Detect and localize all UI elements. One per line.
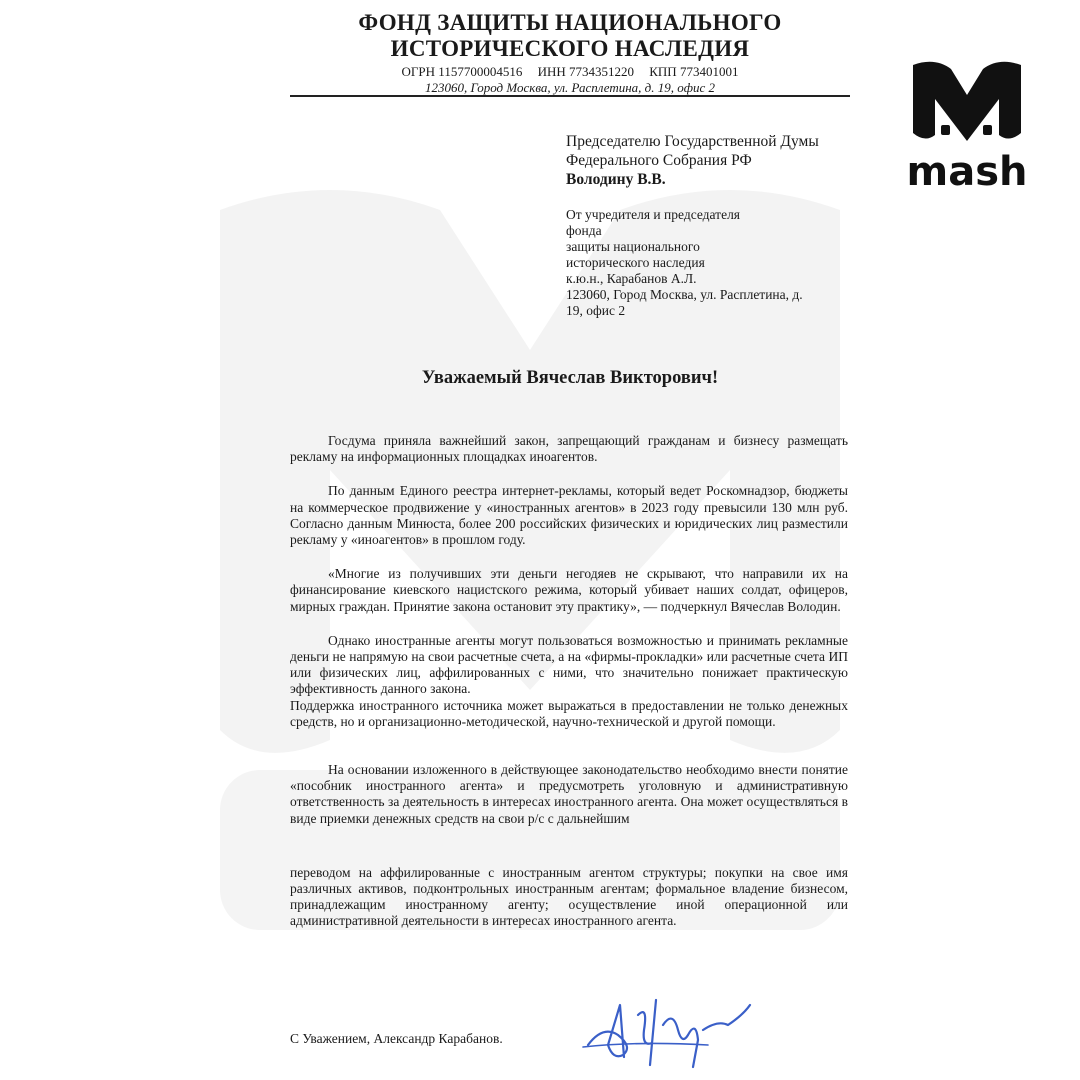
paragraph: На основании изложенного в действующее законодательство необходимо внести понятие «пособник иностранного агента» и предусмотреть уголовную и административную ответственность за деятельность в интересах иностранного агента. Она может осуществляться в виде приемки денежных средств на свои р/с с дальнейшим xyxy=(290,762,848,826)
recipient-line-1: Председателю Государственной Думы xyxy=(566,133,819,150)
inn: ИНН 7734351220 xyxy=(537,64,634,79)
paragraph: «Многие из получивших эти деньги негодяев не скрывают, что направили их на финансирование киевского нацистского режима, который убивает наших солдат, офицеров, мирных граждан. Принятие закона остановит эту практику», — подчеркнул Вячеслав Володин. xyxy=(290,566,848,614)
sender-line: фонда xyxy=(566,223,602,238)
sender-block xyxy=(566,207,841,319)
sender-line: 123060, Город Москва, ул. Расплетина, д. xyxy=(566,287,803,302)
letterhead xyxy=(290,10,850,96)
logo-text: mash xyxy=(906,149,1028,195)
paragraph: Поддержка иностранного источника может выражаться в предоставлении не только денежных средств, но и организационно-методической, научно-технической и другой помощи. xyxy=(290,697,848,729)
letter-body xyxy=(290,433,848,948)
greeting: Уважаемый Вячеслав Викторович! xyxy=(421,368,719,388)
recipient-block xyxy=(566,132,819,189)
paragraph: Госдума приняла важнейший закон, запрещающий гражданам и бизнесу размещать рекламу на информационных площадках иноагентов. xyxy=(290,433,848,465)
sender-line: защиты национального xyxy=(566,239,700,254)
paragraph: По данным Единого реестра интернет-рекламы, который ведет Роскомнадзор, бюджеты на коммерческое продвижение у «иностранных агентов» в 2023 году превысили 130 млн руб. Согласно данным Минюста, более 200 российских физических и юридических лиц разместили рекламу у «иноагентов» в прошлом году. xyxy=(290,483,848,548)
sender-line: 19, офис 2 xyxy=(566,303,626,318)
ogrn: ОГРН 1157700004516 xyxy=(401,64,523,79)
paragraph: переводом на аффилированные с иностранным агентом структуры; покупки на свое имя различных активов, подконтрольных иностранным агентам; формальное владение бизнесом, принадлежащим иностранному агенту; осуществление иной операционной или административной деятельности в интересах иностранного агента. xyxy=(290,864,848,929)
org-address: 123060, Город Москва, ул. Расплетина, д. 19, офис 2 xyxy=(425,80,715,95)
registration-numbers xyxy=(290,64,850,80)
closing-line: С Уважением, Александр Карабанов. xyxy=(290,1031,503,1046)
signature xyxy=(578,985,758,1075)
org-name-line-2: ИСТОРИЧЕСКОГО НАСЛЕДИЯ xyxy=(390,36,750,61)
header-divider xyxy=(290,95,850,97)
sender-line: исторического наследия xyxy=(566,255,705,270)
paragraph: Однако иностранные агенты могут пользоваться возможностью и принимать рекламные деньги не напрямую на свои расчетные счета, а на «фирмы-прокладки» или расчетные счета ИП или физических лиц, аффилированных с ними, что значительно понижает практическую эффективность данного закона. xyxy=(290,632,848,697)
mash-logo xyxy=(905,55,1030,195)
recipient-name: Володину В.В. xyxy=(566,171,666,188)
kpp: КПП 773401001 xyxy=(649,64,739,79)
recipient-line-2: Федерального Собрания РФ xyxy=(566,152,752,169)
sender-line: к.ю.н., Карабанов А.Л. xyxy=(566,271,697,286)
sender-line: От учредителя и председателя xyxy=(566,207,741,222)
org-name-line-1: ФОНД ЗАЩИТЫ НАЦИОНАЛЬНОГО xyxy=(358,10,782,35)
